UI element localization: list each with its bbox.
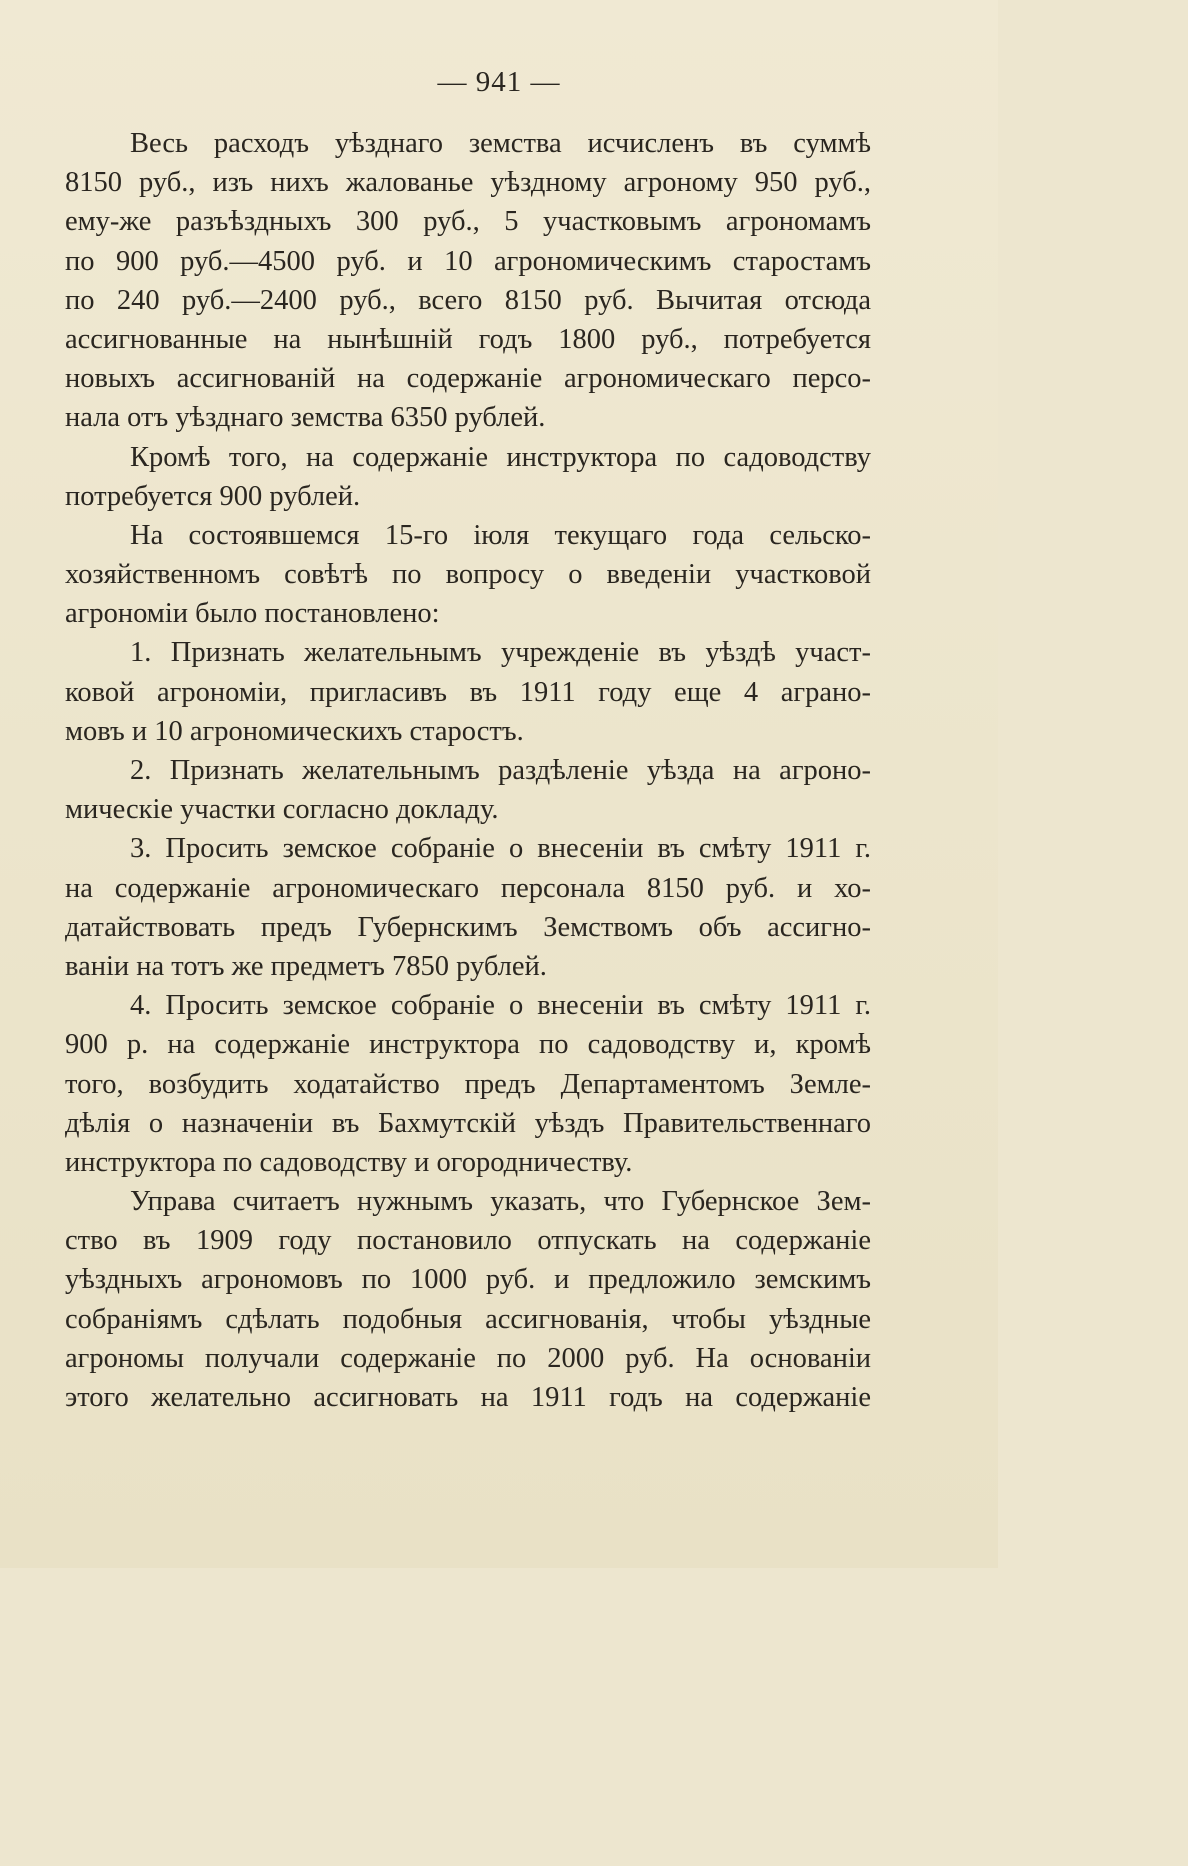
numbered-item <box>65 829 871 986</box>
paragraph <box>65 1182 871 1417</box>
text-line: мовъ и 10 агрономическихъ старостъ. <box>65 715 524 747</box>
text-line: хозяйственномъ совѣтѣ по вопросу о введеніи участковой <box>65 559 871 591</box>
text-line: собраніямъ сдѣлать подобныя ассигнованія, чтобы уѣздные <box>65 1303 871 1335</box>
paragraph <box>65 516 871 634</box>
text-line: 900 р. на содержаніе инструктора по садоводству и, кромѣ <box>65 1029 871 1061</box>
text-line: ковой агрономіи, пригласивъ въ 1911 году еще 4 аграно- <box>65 676 871 708</box>
text-line: ство въ 1909 году постановило отпускать на содержаніе <box>65 1225 871 1257</box>
text-line: потребуется 900 рублей. <box>65 480 361 512</box>
text-line: 1. Признать желательнымъ учрежденіе въ уѣздѣ участ- <box>130 637 871 669</box>
numbered-item <box>65 751 871 829</box>
text-line: инструктора по садоводству и огородничеству. <box>65 1146 633 1178</box>
text-line: нала отъ уѣзднаго земства 6350 рублей. <box>65 402 546 434</box>
text-line: уѣздныхъ агрономовъ по 1000 руб. и предложило земскимъ <box>65 1264 871 1296</box>
text-line: 8150 руб., изъ нихъ жалованье уѣздному агроному 950 руб., <box>65 167 871 199</box>
text-line: агрономы получали содержаніе по 2000 руб. На основаніи <box>65 1342 871 1374</box>
text-line: по 240 руб.—2400 руб., всего 8150 руб. Вычитая отсюда <box>65 284 871 316</box>
text-line: 4. Просить земское собраніе о внесеніи въ смѣту 1911 г. <box>130 990 871 1022</box>
text-line: этого желательно ассигновать на 1911 годъ на содержаніе <box>65 1382 871 1413</box>
paragraph <box>65 438 871 516</box>
text-line: того, возбудить ходатайство предъ Департаментомъ Земле- <box>65 1068 871 1100</box>
text-line: агрономіи было постановлено: <box>65 598 440 630</box>
text-line: ему-же разъѣздныхъ 300 руб., 5 участковымъ агрономамъ <box>65 206 871 238</box>
text-line: Весь расходъ уѣзднаго земства исчисленъ въ суммѣ <box>130 128 871 159</box>
text-line: Кромѣ того, на содержаніе инструктора по садоводству <box>130 441 871 473</box>
text-line: новыхъ ассигнованій на содержаніе агрономическаго персо- <box>65 363 871 395</box>
text-line: ваніи на тотъ же предметъ 7850 рублей. <box>65 950 547 982</box>
text-line: на содержаніе агрономическаго персонала 8150 руб. и хо- <box>65 872 871 904</box>
text-line: мическіе участки согласно докладу. <box>65 794 499 826</box>
page-number: — 941 — <box>437 66 561 98</box>
numbered-item <box>65 633 871 751</box>
text-line: 2. Признать желательнымъ раздѣленіе уѣзда на агроно- <box>130 755 871 786</box>
text-line: Управа считаетъ нужнымъ указать, что Губернское Зем- <box>130 1186 871 1218</box>
text-line: 3. Просить земское собраніе о внесеніи въ смѣту 1911 г. <box>130 833 871 865</box>
document-body <box>65 124 871 1417</box>
paragraph <box>65 124 871 438</box>
text-line: по 900 руб.—4500 руб. и 10 агрономическимъ старостамъ <box>65 245 871 277</box>
text-line: На состоявшемся 15-го іюля текущаго года сельско- <box>130 519 871 551</box>
text-line: датайствовать предъ Губернскимъ Земствомъ объ ассигно- <box>65 911 871 943</box>
text-line: ассигнованные на нынѣшній годъ 1800 руб., потребуется <box>65 323 871 355</box>
text-line: дѣлія о назначеніи въ Бахмутскій уѣздъ Правительственнаго <box>65 1107 871 1139</box>
numbered-item <box>65 986 871 1182</box>
